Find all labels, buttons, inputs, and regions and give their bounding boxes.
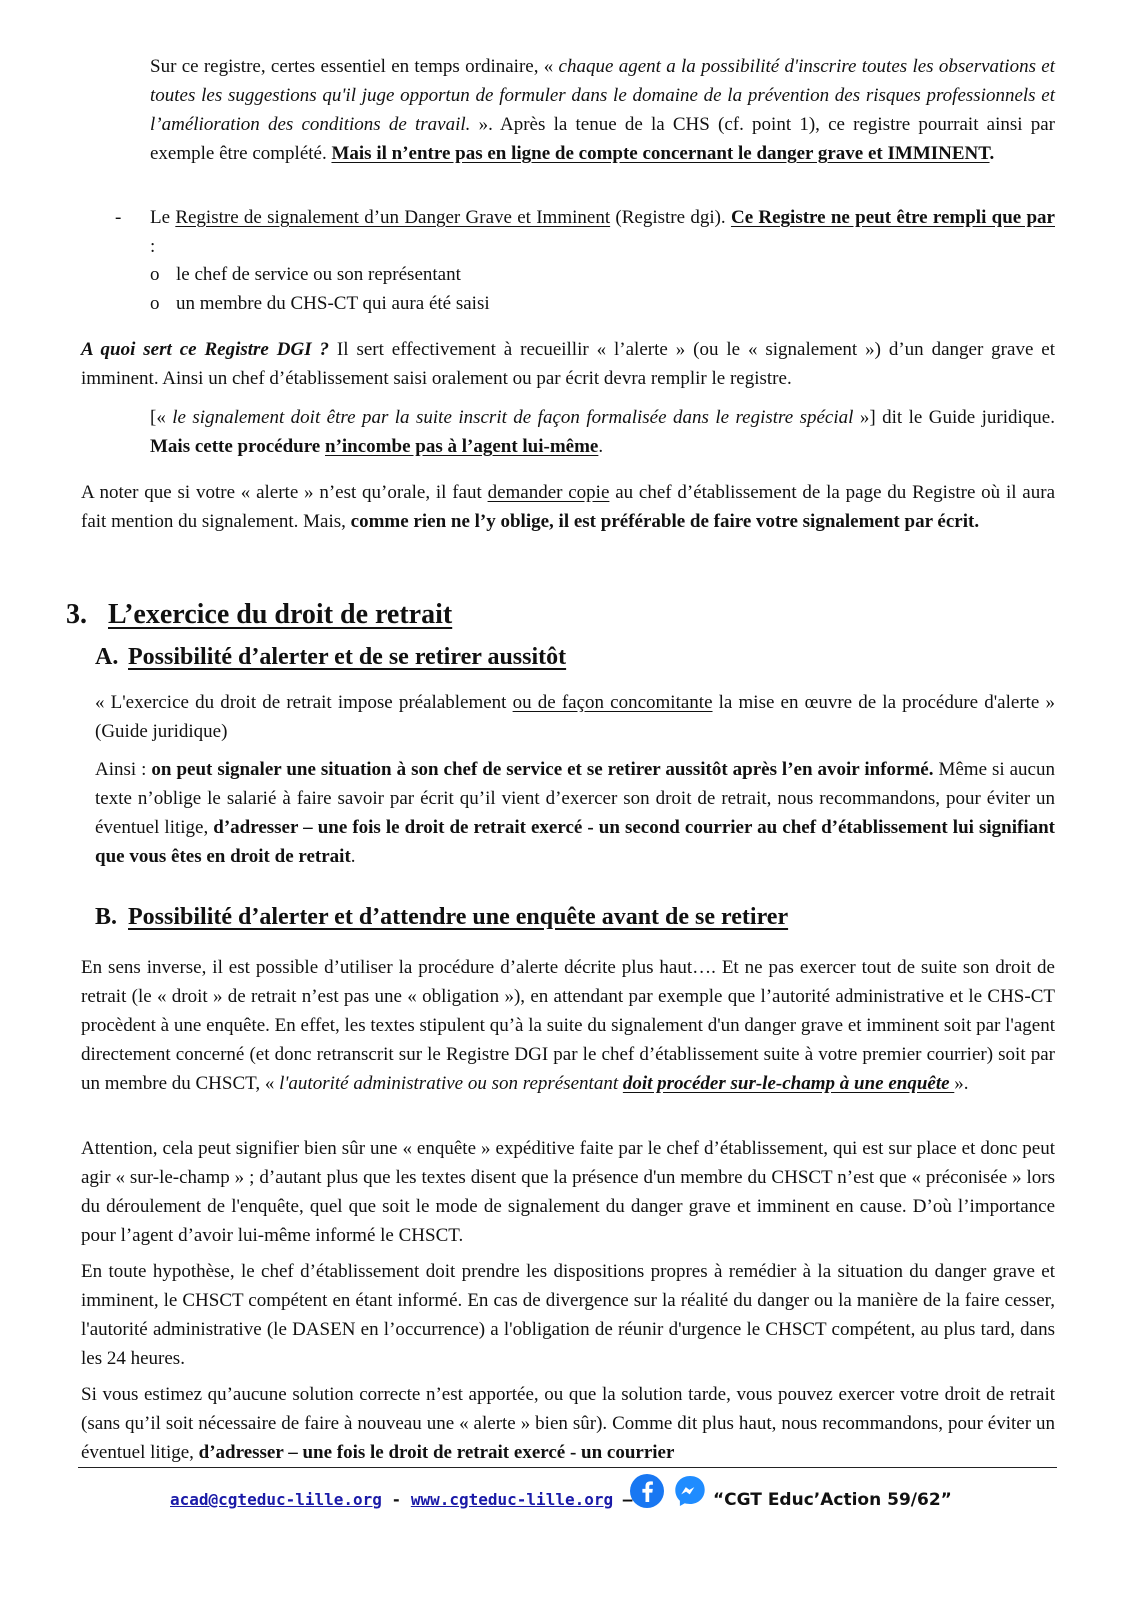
emphasis-text: Ce Registre ne peut être rempli que par (730, 207, 1055, 228)
text: . (350, 846, 356, 867)
website-link[interactable]: www.cgteduc-lille.org (410, 1490, 614, 1509)
paragraph-exercice-droit (95, 688, 1055, 746)
text: : (150, 236, 156, 257)
bold-text: Mais cette procédure (150, 436, 325, 457)
paragraph-attention: Attention, cela peut signifier bien sûr une « enquête » expéditive faite par le chef d’établissement, qui est sur place et donc peut agir « sur-le-champ » ; d’autant plus que les textes disent que la présence d'un membre du CHSCT n’est que « préconisée » lors du déroulement de l'enquête, quel que soit le mode de signalement du danger grave et imminent en cause. D’où l’importance pour l’agent d’avoir lui-même informé le CHSCT. (81, 1138, 1055, 1246)
paragraph-a-noter (81, 478, 1055, 536)
paragraph-si-vous-estimez (81, 1380, 1055, 1467)
text: (Registre dgi). (610, 207, 731, 228)
separator: – (613, 1490, 633, 1509)
dash-bullet: - (115, 207, 122, 228)
text: A noter que si votre « alerte » n’est qu’orale, il faut (81, 482, 488, 503)
separator: - (381, 1490, 411, 1509)
text: Il sert effectivement à recueillir « l’alerte » (ou le « signalement ») d’un danger grave et imminent. Ainsi un chef d’établissement saisi oralement ou par écrit devra remplir le registre. (81, 339, 1055, 389)
paragraph-sens-inverse (81, 953, 1055, 1098)
text: la mise en œuvre de la procédure d'alerte » (Guide juridique) (95, 692, 1056, 742)
paragraph-a-quoi-sert (81, 335, 1055, 393)
quote-text: chaque agent a la possibilité d'inscrire toutes les observations et toutes les suggestions qu'il juge opportun de formuler dans le domaine de la prévention des risques professionnels et l’amélioration des conditions de travail. (150, 56, 1055, 135)
quote-text: le signalement doit être par la suite inscrit de façon formalisée dans le registre spécial (172, 407, 854, 428)
section-number: 3. (66, 599, 87, 630)
text: . (598, 436, 604, 457)
text: Si vous estimez qu’aucune solution correcte n’est apportée, ou que la solution tarde, vous pouvez exercer votre droit de retrait (sans qu’il soit nécessaire de faire à nouveau une « alerte » bien sûr). Comme dit plus haut, nous recommandons, pour éviter un éventuel litige, (81, 1384, 1055, 1463)
emphasis-text: n’incombe pas à l’agent lui-même (325, 436, 599, 457)
emphasis-text: doit procéder sur-le-champ à une enquête (622, 1073, 955, 1094)
paragraph-hypothese: En toute hypothèse, le chef d’établissement doit prendre les dispositions propres à remédier à la situation du danger grave et imminent, le CHSCT compétent en étant informé. En cas de divergence sur la réalité du danger ou la manière de la faire cesser, l'autorité administrative (le DASEN en l’occurrence) a l'obligation de réunir d'urgence le CHSCT compétent, au plus tard, dans les 24 heures. (81, 1261, 1055, 1369)
text: En sens inverse, il est possible d’utiliser la procédure d’alerte décrite plus haut…. Et ne pas exercer tout de suite son droit de retrait (le « droit » de retrait n’est pas une « obligation »), en attendant par exemple que l’autorité administrative et le CHS-CT procèdent à une enquête. En effet, les textes stipulent qu’à la suite du signalement d'un danger grave et imminent soit par l'agent directement concerné (et donc retranscrit sur le Registre DGI par le chef d’établissement suite à votre premier courrier) soit par un membre du CHSCT, « (81, 957, 1055, 1094)
text: Sur ce registre, certes essentiel en temps ordinaire, « (150, 56, 559, 77)
sub-list-item: un membre du CHS-CT qui aura été saisi (176, 293, 490, 314)
text: »] dit le Guide juridique. (853, 407, 1055, 428)
bold-text: comme rien ne l’y oblige, il est préférable de faire votre signalement par écrit. (350, 511, 980, 532)
underlined-text: ou de façon concomitante (512, 692, 713, 713)
underlined-text: Registre de signalement d’un Danger Grave et Imminent (175, 207, 611, 228)
text: au chef d’établissement de la page du Registre où il aura fait mention du signalement. Mais, (81, 482, 1055, 532)
text: « L'exercice du droit de retrait impose préalablement (95, 692, 513, 713)
list-item-registre-dgi (150, 203, 1055, 261)
section-heading-3 (66, 598, 452, 632)
footer-links (170, 1488, 632, 1512)
underlined-text: demander copie (487, 482, 610, 503)
paragraph-ainsi (95, 755, 1055, 871)
bold-text: on peut signaler une situation à son chef de service et se retirer aussitôt après l’en avoir informé. (151, 759, 934, 780)
subsection-title: Possibilité d’alerter et de se retirer aussitôt (128, 644, 567, 670)
email-link[interactable]: acad@cgteduc-lille.org (170, 1490, 382, 1509)
sub-list-item: le chef de service ou son représentant (176, 264, 461, 285)
bold-text: d’adresser – une fois le droit de retrait exercé - un second courrier au chef d’établissement lui signifiant que vous êtes en droit de retrait (95, 817, 1055, 867)
subsection-heading-a (95, 642, 566, 672)
circle-bullet: o (150, 264, 160, 285)
text: . (989, 143, 995, 164)
subsection-number: B. (95, 904, 118, 930)
paragraph-guide-juridique (150, 403, 1055, 461)
messenger-icon[interactable] (672, 1473, 708, 1509)
footer-tag: “CGT Educ’Action 59/62” (713, 1490, 952, 1510)
circle-bullet: o (150, 293, 160, 314)
paragraph-registre (150, 52, 1055, 168)
emphasis-text: Mais il n’entre pas en ligne de compte concernant le danger grave et IMMINENT (331, 143, 990, 164)
text: ». Après la tenue de la CHS (cf. point 1), ce registre pourrait ainsi par exemple être complété. (150, 114, 1056, 164)
text: Le (150, 207, 176, 228)
question-text: A quoi sert ce Registre DGI ? (81, 339, 330, 360)
subsection-heading-b (95, 902, 788, 932)
bold-text: d’adresser – une fois le droit de retrait exercé - un courrier (198, 1442, 675, 1463)
section-title: L’exercice du droit de retrait (108, 599, 453, 630)
subsection-number: A. (95, 644, 119, 670)
text: [« (150, 407, 173, 428)
subsection-title: Possibilité d’alerter et d’attendre une enquête avant de se retirer (128, 904, 789, 930)
facebook-icon[interactable] (629, 1473, 665, 1509)
text: ». (954, 1073, 969, 1094)
text: Même si aucun texte n’oblige le salarié à faire savoir par écrit qu’il vient d’exercer son droit de retrait, nous recommandons, pour éviter un éventuel litige, (95, 759, 1055, 838)
footer-divider (78, 1467, 1057, 1468)
text: Ainsi : (95, 759, 152, 780)
quote-text: l'autorité administrative ou son représentant (279, 1073, 623, 1094)
